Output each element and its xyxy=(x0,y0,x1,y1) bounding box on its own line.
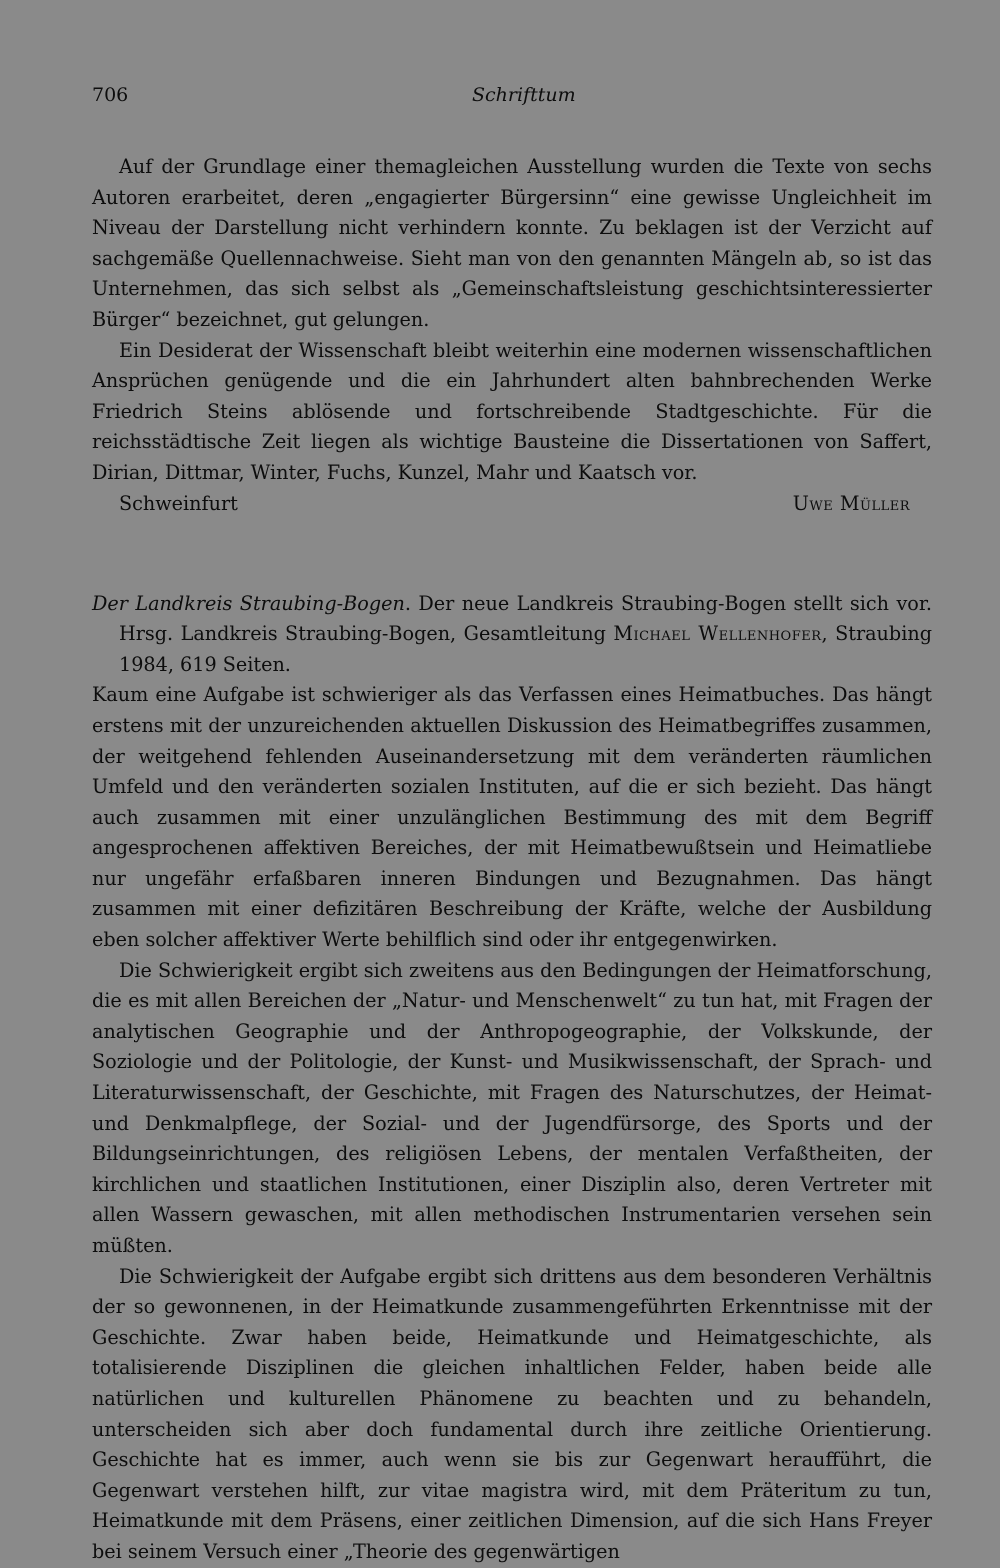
page xyxy=(92,78,932,1568)
review2-paragraph-3: Die Schwierigkeit der Aufgabe ergibt sich drittens aus dem besonderen Verhältnis der so gewonnenen, in der Heimatkunde zusammengeführten Erkenntnisse mit der Geschichte. Zwar haben beide, Heimatkunde und Heimatgeschichte, als totalisierende Disziplinen die gleichen inhaltlichen Felder, haben beide alle natürlichen und kulturellen Phänomene zu beachten und zu behandeln, unterscheiden sich aber doch fundamental durch ihre zeitliche Orientierung. Geschichte hat es immer, auch wenn sie bis zur Gegenwart heraufführt, die Gegenwart verstehen hilft, zur vitae magistra wird, mit dem Präteritum zu tun, Heimatkunde mit dem Präsens, einer zeitlichen Dimension, auf die sich Hans Freyer bei seinem Versuch einer „Theorie des gegenwärtigen xyxy=(92,1264,932,1563)
page-number: 706 xyxy=(92,84,129,106)
review2-paragraph-1: Kaum eine Aufgabe ist schwieriger als das Verfassen eines Heimatbuches. Das hängt erstens mit der unzureichenden aktuellen Diskussion des Heimatbegriffes zusammen, der weitgehend fehlenden Auseinandersetzung mit dem veränderten räumlichen Umfeld und den veränderten sozialen Instituten, auf die er sich bezieht. Das hängt auch zusammen mit einer unzulänglichen Bestimmung des mit dem Begriff angesprochenen affektiven Bereiches, der mit Heimatbewußtsein und Heimatliebe nur ungefähr erfaßbaren inneren Bindungen und Bezugnahmen. Das hängt zusammen mit einer defizitären Beschreibung der Kräfte, welche der Ausbildung eben solcher affektiver Werte behilflich sind oder ihr entgegenwirken. xyxy=(92,683,932,952)
signature-author: Uwe Müller xyxy=(792,491,910,515)
review1-paragraph-2: Ein Desiderat der Wissenschaft bleibt weiterhin eine modernen wissenschaftlichen Ansprüchen genügende und die ein Jahrhundert alten bahnbrechenden Werke Friedrich Steins ablösende und fortschreibende Stadtgeschichte. Für die reichsstädtische Zeit liegen als wichtige Bausteine die Dissertationen von Saffert, Dirian, Dittmar, Winter, Fuchs, Kunzel, Mahr und Kaatsch vor. xyxy=(92,338,932,484)
review-straubing-bogen xyxy=(92,680,932,1567)
review1-paragraph-1: Auf der Grundlage einer themagleichen Ausstellung wurden die Texte von sechs Autoren erarbeitet, deren „engagierter Bürgersinn“ eine gewisse Ungleichheit im Niveau der Darstellung nicht verhindern konnte. Zu beklagen ist der Verzicht auf sachgemäße Quellennachweise. Sieht man von den genannten Mängeln ab, so ist das Unternehmen, das sich selbst als „Gemeinschaftsleistung geschichtsinteressierter Bürger“ bezeichnet, gut gelungen. xyxy=(92,155,932,331)
review-schweinfurt xyxy=(92,152,932,521)
book-editor: Michael Wellenhofer xyxy=(613,622,822,646)
book-title: Der Landkreis Straubing-Bogen xyxy=(92,591,405,615)
review2-paragraph-2: Die Schwierigkeit ergibt sich zweitens aus den Bedingungen der Heimatforschung, die es mit allen Bereichen der „Natur- und Menschenwelt“ zu tun hat, mit Fragen der analytischen Geographie und der Anthropogeographie, der Volkskunde, der Soziologie und der Politologie, der Kunst- und Musikwissenschaft, der Sprach- und Literaturwissenschaft, der Geschichte, mit Fragen des Naturschutzes, der Heimat- und Denkmalpflege, der Sozial- und der Jugendfürsorge, des Sports und der Bildungseinrichtungen, des religiösen Lebens, der mentalen Verfaßtheiten, der kirchlichen und staatlichen Institutionen, einer Disziplin also, deren Vertreter mit allen Wassern gewaschen, mit allen methodischen Instrumentarien versehen sein müßten. xyxy=(92,958,932,1257)
review1-signature xyxy=(92,489,932,521)
running-head xyxy=(92,78,932,112)
review2-bibliographic-entry xyxy=(92,589,932,681)
signature-place: Schweinfurt xyxy=(119,491,238,515)
book-subtitle: . Der neue Landkreis Straubing-Bogen stellt sich vor. Hrsg. Landkreis Straubing-Bogen, Gesamtleitung xyxy=(119,591,932,646)
section-title: Schrifttum xyxy=(472,84,576,106)
book-publication: , Straubing 1984, 619 Seiten. xyxy=(119,622,932,676)
